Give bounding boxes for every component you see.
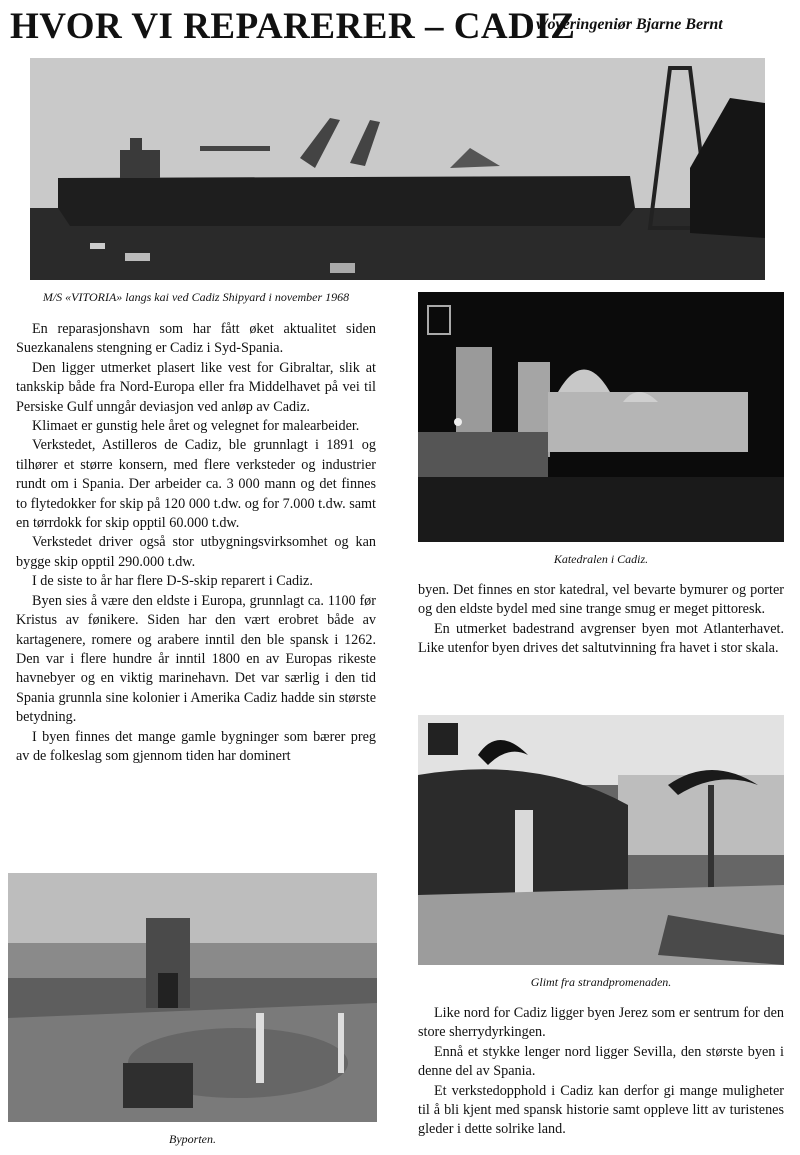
- city-gate-caption: Byporten.: [169, 1132, 216, 1146]
- cathedral-photo: [418, 292, 784, 542]
- ship-photo: [30, 58, 765, 280]
- paragraph: Den ligger utmerket plasert like vest for Gibraltar, slik at tankskip både fra Nord-Europa eller fra Middelhavet på vei til Persiske Gulf unngår deviasjon ved anløp av Cadiz.: [16, 359, 376, 415]
- right-column-top: [418, 581, 784, 659]
- paragraph: En utmerket badestrand avgrenser byen mot Atlanterhavet. Like utenfor byen drives det saltutvinning fra havet i stor skala.: [418, 620, 784, 657]
- cathedral-caption: Katedralen i Cadiz.: [553, 552, 649, 566]
- paragraph: Byen sies å være den eldste i Europa, grunnlagt ca. 1100 før Kristus av fønikere. Siden har den vært erobret både av kartagenere, romere og arabere inntil den ble spansk i 1262. Den var i flere hundre år inntil 1800 en av Europas rikeste havnebyer og en viktig marinehavn. Det var særlig i den tid Spania grunnla sine kolonier i Amerika Cadiz hadde sin største betydning.: [16, 592, 376, 726]
- paragraph: byen. Det finnes en stor katedral, vel bevarte bymurer og porter og den eldste bydel med sine trange smug er meget pittoresk.: [418, 582, 784, 618]
- promenade-caption: Glimt fra strandpromenaden.: [530, 975, 672, 989]
- ship-caption: M/S «VITORIA» langs kai ved Cadiz Shipyard i november 1968: [42, 290, 350, 304]
- paragraph: Et verkstedopphold i Cadiz kan derfor gi mange muligheter til å bli kjent med spansk historie samt oppleve litt av turistenes gleder i dette solrike land.: [418, 1082, 784, 1138]
- paragraph: I de siste to år har flere D-S-skip reparert i Cadiz.: [32, 573, 313, 590]
- paragraph: Klimaet er gunstig hele året og velegnet for malearbeider.: [32, 418, 360, 435]
- paragraph: I byen finnes det mange gamle bygninger som bærer preg av de folkeslag som gjennom tiden har dominert: [16, 728, 376, 764]
- promenade-photo: [418, 715, 784, 965]
- article-title: HVOR VI REPARERER – CADIZ: [10, 6, 576, 47]
- article-author: v/overingeniør Bjarne Bernt: [536, 16, 723, 33]
- paragraph: Verkstedet, Astilleros de Cadiz, ble grunnlagt i 1891 og tilhører et større konsern, med flere verksteder og industrier rundt om i Spania. Der arbeider ca. 3 000 mann og det finnes to flytedokker for skip på 120 000 t.dw. og for 7.000 t.dw. samt en tørrdokk for skip opptil 60.000 t.dw.: [16, 437, 376, 532]
- paragraph: Verkstedet driver også stor utbygningsvirksomhet og kan bygge skip opptil 290.000 t.dw.: [16, 534, 376, 570]
- paragraph: Like nord for Cadiz ligger byen Jerez som er sentrum for den store sherrydyrkingen.: [418, 1005, 784, 1041]
- city-gate-photo: [8, 873, 377, 1122]
- paragraph: En reparasjonshavn som har fått øket aktualitet siden Suezkanalens stengning er Cadiz i Syd-Spania.: [16, 321, 376, 357]
- right-column-bottom: [418, 1004, 784, 1140]
- left-column: [16, 320, 376, 766]
- paragraph: Ennå et stykke lenger nord ligger Sevilla, den største byen i denne del av Spania.: [418, 1043, 784, 1080]
